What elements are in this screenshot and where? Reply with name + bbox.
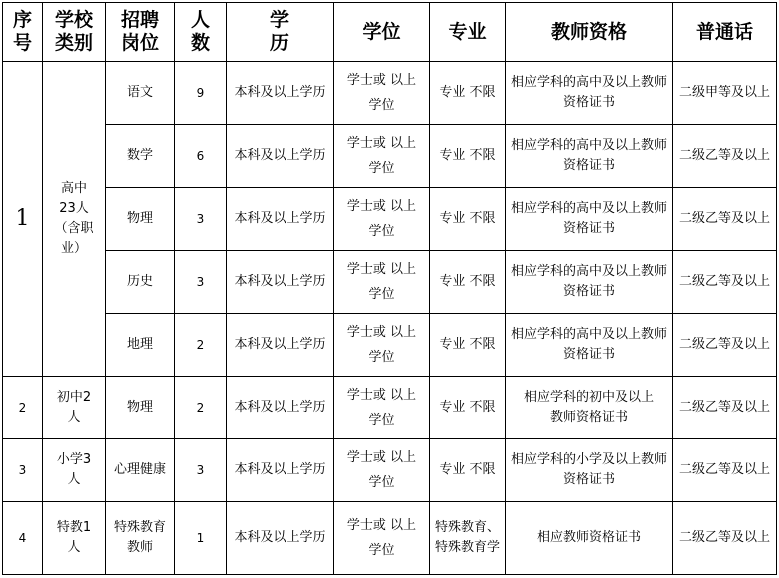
qualification-cell: 相应学科的初中及以上 教师资格证书 bbox=[506, 377, 673, 439]
major-cell: 专业 不限 bbox=[430, 439, 506, 502]
education-cell: 本科及以上学历 bbox=[227, 251, 334, 314]
position-cell: 历史 bbox=[106, 251, 175, 314]
degree-cell: 学士或 以上 学位 bbox=[334, 188, 430, 251]
position-cell: 特殊教育教师 bbox=[106, 502, 175, 575]
degree-cell: 学士或 以上 学位 bbox=[334, 439, 430, 502]
major-cell: 专业 不限 bbox=[430, 377, 506, 439]
header-row bbox=[3, 3, 777, 62]
mandarin-cell: 二级乙等及以上 bbox=[673, 125, 777, 188]
school-type-cell: 特教1 人 bbox=[43, 502, 106, 575]
mandarin-cell: 二级甲等及以上 bbox=[673, 62, 777, 125]
seq-cell: 3 bbox=[3, 439, 43, 502]
header-school-type: 学校类别 bbox=[43, 3, 106, 62]
header-count: 人数 bbox=[175, 3, 227, 62]
table-row bbox=[3, 314, 777, 377]
mandarin-cell: 二级乙等及以上 bbox=[673, 251, 777, 314]
header-seq: 序号 bbox=[3, 3, 43, 62]
table-body bbox=[3, 62, 777, 575]
school-type-cell: 小学3 人 bbox=[43, 439, 106, 502]
count-cell: 3 bbox=[175, 251, 227, 314]
education-cell: 本科及以上学历 bbox=[227, 314, 334, 377]
major-cell: 专业 不限 bbox=[430, 251, 506, 314]
mandarin-cell: 二级乙等及以上 bbox=[673, 188, 777, 251]
degree-cell: 学士或 以上 学位 bbox=[334, 251, 430, 314]
seq-cell: 1 bbox=[3, 62, 43, 377]
qualification-cell: 相应学科的高中及以上教师资格证书 bbox=[506, 62, 673, 125]
education-cell: 本科及以上学历 bbox=[227, 439, 334, 502]
degree-cell: 学士或 以上 学位 bbox=[334, 502, 430, 575]
count-cell: 9 bbox=[175, 62, 227, 125]
recruitment-table bbox=[2, 2, 777, 575]
count-cell: 3 bbox=[175, 439, 227, 502]
count-cell: 1 bbox=[175, 502, 227, 575]
header-mandarin: 普通话 bbox=[673, 3, 777, 62]
mandarin-cell: 二级乙等及以上 bbox=[673, 314, 777, 377]
position-cell: 语文 bbox=[106, 62, 175, 125]
qualification-cell: 相应学科的高中及以上教师资格证书 bbox=[506, 314, 673, 377]
qualification-cell: 相应学科的高中及以上教师资格证书 bbox=[506, 188, 673, 251]
table-row bbox=[3, 502, 777, 575]
education-cell: 本科及以上学历 bbox=[227, 188, 334, 251]
degree-cell: 学士或 以上 学位 bbox=[334, 62, 430, 125]
count-cell: 2 bbox=[175, 377, 227, 439]
header-education: 学 历 bbox=[227, 3, 334, 62]
position-cell: 心理健康 bbox=[106, 439, 175, 502]
major-cell: 专业 不限 bbox=[430, 314, 506, 377]
header-qualification: 教师资格 bbox=[506, 3, 673, 62]
education-cell: 本科及以上学历 bbox=[227, 502, 334, 575]
major-cell: 特殊教育、特殊教育学 bbox=[430, 502, 506, 575]
table-row bbox=[3, 439, 777, 502]
position-cell: 数学 bbox=[106, 125, 175, 188]
major-cell: 专业 不限 bbox=[430, 125, 506, 188]
education-cell: 本科及以上学历 bbox=[227, 377, 334, 439]
header-major: 专业 bbox=[430, 3, 506, 62]
table-row bbox=[3, 188, 777, 251]
table-row bbox=[3, 251, 777, 314]
count-cell: 6 bbox=[175, 125, 227, 188]
qualification-cell: 相应学科的高中及以上教师资格证书 bbox=[506, 251, 673, 314]
count-cell: 3 bbox=[175, 188, 227, 251]
count-cell: 2 bbox=[175, 314, 227, 377]
table-row bbox=[3, 377, 777, 439]
education-cell: 本科及以上学历 bbox=[227, 62, 334, 125]
qualification-cell: 相应学科的小学及以上教师资格证书 bbox=[506, 439, 673, 502]
position-cell: 物理 bbox=[106, 377, 175, 439]
degree-cell: 学士或 以上 学位 bbox=[334, 377, 430, 439]
major-cell: 专业 不限 bbox=[430, 188, 506, 251]
position-cell: 地理 bbox=[106, 314, 175, 377]
education-cell: 本科及以上学历 bbox=[227, 125, 334, 188]
mandarin-cell: 二级乙等及以上 bbox=[673, 377, 777, 439]
table-row bbox=[3, 62, 777, 125]
school-type-cell: 初中2 人 bbox=[43, 377, 106, 439]
position-cell: 物理 bbox=[106, 188, 175, 251]
seq-cell: 2 bbox=[3, 377, 43, 439]
degree-cell: 学士或 以上 学位 bbox=[334, 314, 430, 377]
school-type-cell: 高中 23人 （含职 业） bbox=[43, 62, 106, 377]
table-row bbox=[3, 125, 777, 188]
degree-cell: 学士或 以上 学位 bbox=[334, 125, 430, 188]
header-position: 招聘岗位 bbox=[106, 3, 175, 62]
mandarin-cell: 二级乙等及以上 bbox=[673, 439, 777, 502]
header-degree: 学位 bbox=[334, 3, 430, 62]
major-cell: 专业 不限 bbox=[430, 62, 506, 125]
qualification-cell: 相应学科的高中及以上教师资格证书 bbox=[506, 125, 673, 188]
seq-cell: 4 bbox=[3, 502, 43, 575]
qualification-cell: 相应教师资格证书 bbox=[506, 502, 673, 575]
mandarin-cell: 二级乙等及以上 bbox=[673, 502, 777, 575]
